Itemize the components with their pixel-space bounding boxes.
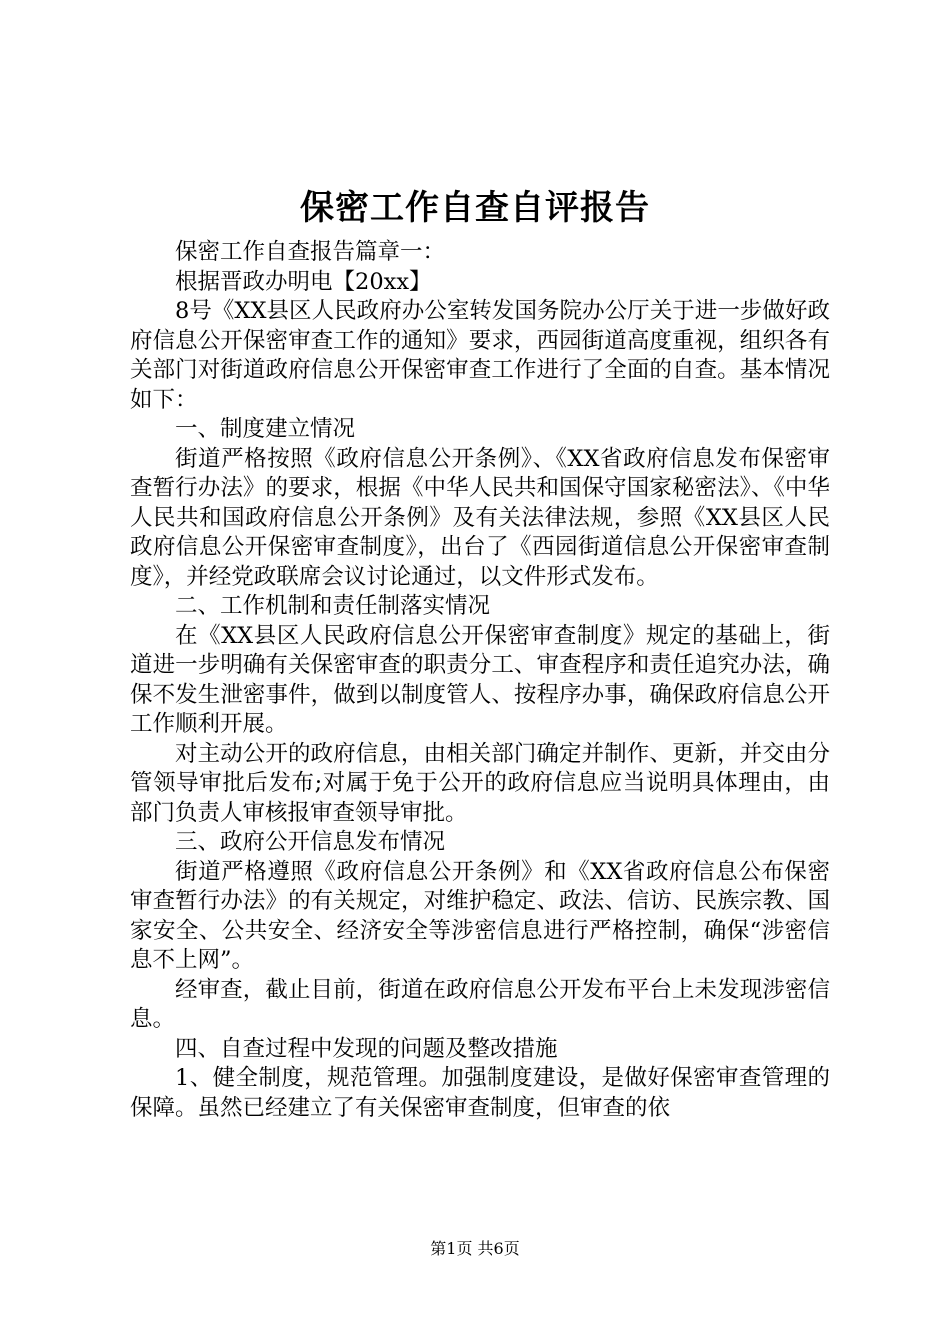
paragraph: 8号《XX县区人民政府办公室转发国务院办公厅关于进一步做好政府信息公开保密审查工作的通知》要求，西园街道高度重视，组织各有关部门对街道政府信息公开保密审查工作进行了全面的自查。基本情况如下： bbox=[130, 298, 830, 413]
document-body bbox=[130, 238, 830, 1123]
paragraph: 对主动公开的政府信息，由相关部门确定并制作、更新，并交由分管领导审批后发布;对属于免于公开的政府信息应当说明具体理由，由部门负责人审核报审查领导审批。 bbox=[130, 740, 830, 826]
paragraph: 街道严格遵照《政府信息公开条例》和《XX省政府信息公布保密审查暂行办法》的有关规定，对维护稳定、政法、信访、民族宗教、国家安全、公共安全、经济安全等涉密信息进行严格控制，确保“涉密信息不上网”。 bbox=[130, 858, 830, 973]
document-title: 保密工作自查自评报告 bbox=[300, 188, 650, 228]
paragraph: 经审查，截止目前，街道在政府信息公开发布平台上未发现涉密信息。 bbox=[130, 976, 830, 1032]
paragraph: 在《XX县区人民政府信息公开保密审查制度》规定的基础上，街道进一步明确有关保密审查的职责分工、审查程序和责任追究办法，确保不发生泄密事件，做到以制度管人、按程序办事，确保政府信息公开工作顺利开展。 bbox=[130, 622, 830, 737]
section-heading: 四、自查过程中发现的问题及整改措施 bbox=[175, 1035, 558, 1062]
paragraph: 街道严格按照《政府信息公开条例》、《XX省政府信息发布保密审查暂行办法》的要求，根据《中华人民共和国保守国家秘密法》、《中华人民共和国政府信息公开条例》及有关法律法规，参照《XX县区人民政府信息公开保密审查制度》，出台了《西园街道信息公开保密审查制度》，并经党政联席会议讨论通过，以文件形式发布。 bbox=[130, 445, 830, 590]
section-heading: 三、政府公开信息发布情况 bbox=[175, 829, 446, 855]
section-heading: 一、制度建立情况 bbox=[175, 416, 356, 442]
section-heading: 二、工作机制和责任制落实情况 bbox=[175, 593, 491, 619]
page-footer: 第1页 共6页 bbox=[430, 1239, 520, 1258]
paragraph: 根据晋政办明电【20xx】 bbox=[175, 268, 432, 295]
paragraph: 1、健全制度，规范管理。加强制度建设，是做好保密审查管理的保障。虽然已经建立了有关保密审查制度，但审查的依 bbox=[130, 1065, 830, 1121]
paragraph: 保密工作自查报告篇章一： bbox=[175, 239, 446, 265]
